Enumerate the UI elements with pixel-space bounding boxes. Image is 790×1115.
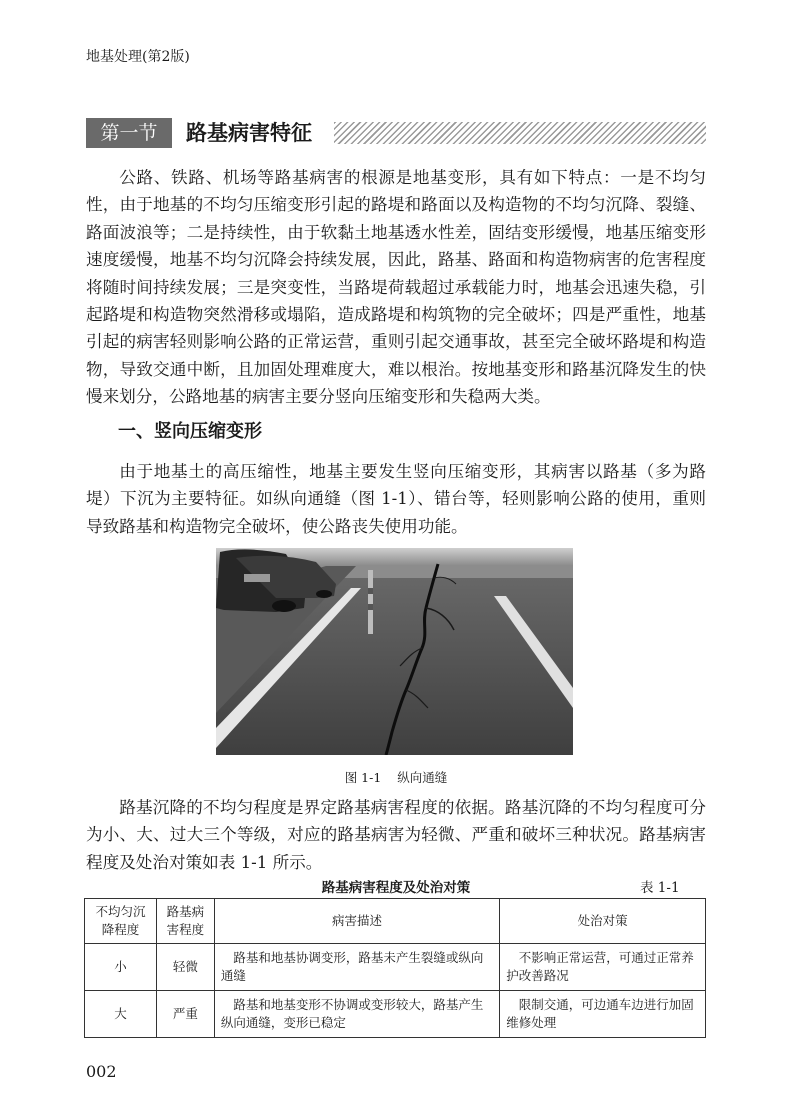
table-header: 处治对策 — [500, 899, 706, 944]
table-cell: 限制交通，可边通车边进行加固维修处理 — [500, 991, 706, 1038]
running-head: 地基处理(第2版) — [86, 49, 190, 65]
paragraph-settlement: 路基沉降的不均匀程度是界定路基病害程度的依据。路基沉降的不均匀程度可分为小、大、过大三个等级，对应的路基病害为轻微、严重和破坏三种状况。路基病害程度及处治对策如表 1-1 所示。 — [86, 798, 706, 872]
table-header: 病害描述 — [214, 899, 499, 944]
figure-number: 图 1-1 — [344, 770, 382, 785]
page-number: 002 — [86, 1062, 117, 1081]
figure-caption — [86, 768, 706, 786]
table-header-row — [85, 899, 706, 944]
table-title: 路基病害程度及处治对策 — [321, 880, 471, 896]
table-header: 路基病害程度 — [156, 899, 214, 944]
table-cell: 不影响正常运营，可通过正常养护改善路况 — [500, 944, 706, 991]
table-header: 不均匀沉降程度 — [85, 899, 157, 944]
paragraph-vertical-compression: 由于地基土的高压缩性，地基主要发生竖向压缩变形，其病害以路基（多为路堤）下沉为主要特征。如纵向通缝（图 1-1）、错台等，轻则影响公路的使用，重则导致路基和构造物完全破坏，使公路丧失使用功能。 — [86, 462, 706, 536]
table-cell: 路基和地基变形不协调或变形较大，路基产生纵向通缝，变形已稳定 — [214, 991, 499, 1038]
table-cell: 轻微 — [156, 944, 214, 991]
table-cell: 大 — [85, 991, 157, 1038]
table-number: 表 1-1 — [640, 880, 680, 896]
section-title: 路基病害特征 — [186, 121, 312, 145]
table-row — [85, 944, 706, 991]
hatch-decoration — [334, 122, 706, 144]
figure-caption-text: 纵向通缝 — [397, 770, 448, 785]
subheading: 一、竖向压缩变形 — [118, 421, 262, 442]
table-cell: 路基和地基协调变形，路基未产生裂缝或纵向通缝 — [214, 944, 499, 991]
road-crack-photo — [216, 548, 573, 755]
paragraph-intro: 公路、铁路、机场等路基病害的根源是地基变形，具有如下特点：一是不均匀性，由于地基的不均匀压缩变形引起的路堤和路面以及构造物的不均匀沉降、裂缝、路面波浪等；二是持续性，由于软黏土地基透水性差，固结变形缓慢，地基压缩变形速度缓慢，地基不均匀沉降会持续发展，因此，路基、路面和构造物病害的危害程度将随时间持续发展；三是突变性，当路堤荷载超过承载能力时，地基会迅速失稳，引起路堤和构造物突然滑移或塌陷，造成路堤和构筑物的完全破坏；四是严重性，地基引起的病害轻则影响公路的正常运营，重则引起交通事故，甚至完全破坏路堤和构造物，导致交通中断，且加固处理难度大，难以根治。按地基变形和路基沉降发生的快慢来划分，公路地基的病害主要分竖向压缩变形和失稳两大类。 — [86, 168, 706, 407]
disease-table — [84, 898, 706, 1038]
table-cell: 严重 — [156, 991, 214, 1038]
table-row — [85, 991, 706, 1038]
section-number: 第一节 — [86, 118, 172, 148]
section-heading — [86, 118, 706, 148]
table-cell: 小 — [85, 944, 157, 991]
